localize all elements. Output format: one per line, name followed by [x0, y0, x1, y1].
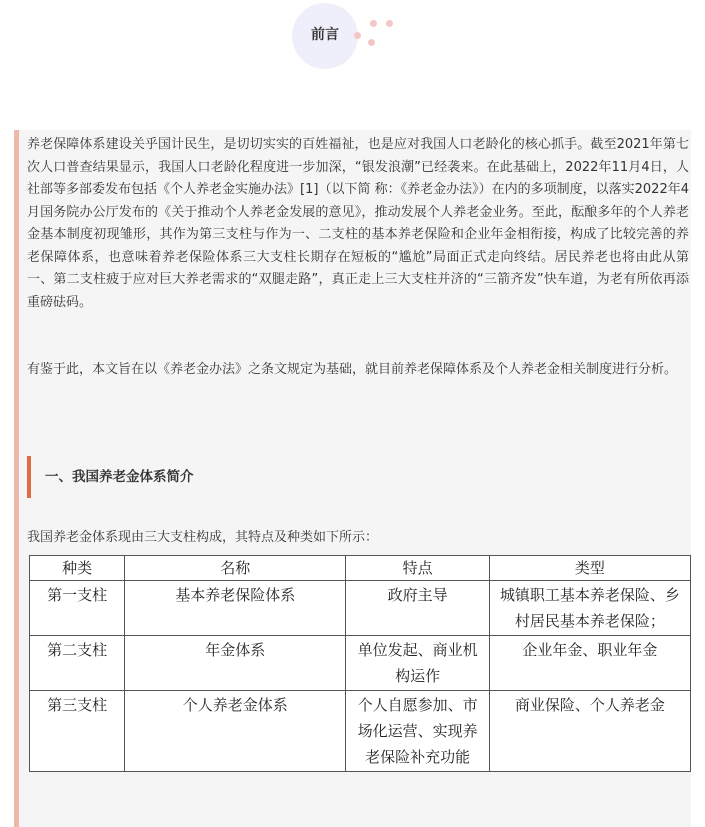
section-intro: 我国养老金体系现由三大支柱构成，其特点及种类如下所示： — [27, 530, 379, 545]
table-cell: 政府主导 — [346, 581, 489, 636]
article-body — [14, 130, 691, 827]
table-cell: 第三支柱 — [30, 691, 125, 772]
preface-header — [0, 0, 705, 110]
header-category: 种类 — [30, 556, 125, 581]
header-type: 类型 — [489, 556, 690, 581]
table-cell: 第二支柱 — [30, 636, 125, 691]
header-name: 名称 — [125, 556, 346, 581]
table-row — [30, 636, 691, 691]
header-features: 特点 — [346, 556, 489, 581]
table-cell: 第一支柱 — [30, 581, 125, 636]
table-cell: 个人养老金体系 — [125, 691, 346, 772]
section-heading — [27, 456, 627, 498]
section-heading-text: 一、我国养老金体系简介 — [45, 469, 194, 485]
paragraph-intro: 养老保障体系建设关乎国计民生，是切切实实的百姓福祉，也是应对我国人口老龄化的核心抓手。截至2021年第七次人口普查结果显示，我国人口老龄化程度进一步加深，“银发浪潮”已经袭来。在此基础上，2022年11月4日，人社部等多部委发布包括《个人养老金实施办法》[1]（以下简 称：《养老金办法》）在内的多项制度，以落实2022年4月国务院办公厅发布的《关于推动个人养老金发展的意见》，推动发展个人养老金业务。至此，酝酿多年的个人养老金基本制度初现雏形，其作为第三支柱与作为一、二支柱的基本养老保险和企业年金相衔接，构成了比较完善的养老保障体系，也意味着养老保险体系三大支柱长期存在短板的“尴尬”局面正式走向终结。居民养老也将由此从第一、第二支柱疲于应对巨大养老需求的“双腿走路”，真正走上三大支柱并济的“三箭齐发”快车道，为老有所依再添重磅砝码。 — [27, 137, 689, 310]
table-row — [30, 581, 691, 636]
table-cell: 企业年金、职业年金 — [489, 636, 690, 691]
preface-title: 前言 — [311, 27, 339, 43]
decor-dot — [368, 39, 375, 46]
paragraph-purpose: 有鉴于此，本文旨在以《养老金办法》之条文规定为基础，就目前养老保障体系及个人养老金相关制度进行分析。 — [27, 362, 678, 377]
table-cell: 城镇职工基本养老保险、乡村居民基本养老保险； — [489, 581, 690, 636]
decor-dot — [370, 20, 377, 27]
decor-dot — [354, 32, 361, 39]
table-cell: 基本养老保险体系 — [125, 581, 346, 636]
table-header-row — [30, 556, 691, 581]
table-cell: 单位发起、商业机构运作 — [346, 636, 489, 691]
table-cell: 个人自愿参加、市场化运营、实现养老保险补充功能 — [346, 691, 489, 772]
table-cell: 商业保险、个人养老金 — [489, 691, 690, 772]
pension-pillars-table — [29, 555, 691, 772]
table-cell: 年金体系 — [125, 636, 346, 691]
table-row — [30, 691, 691, 772]
decor-dot — [386, 20, 393, 27]
